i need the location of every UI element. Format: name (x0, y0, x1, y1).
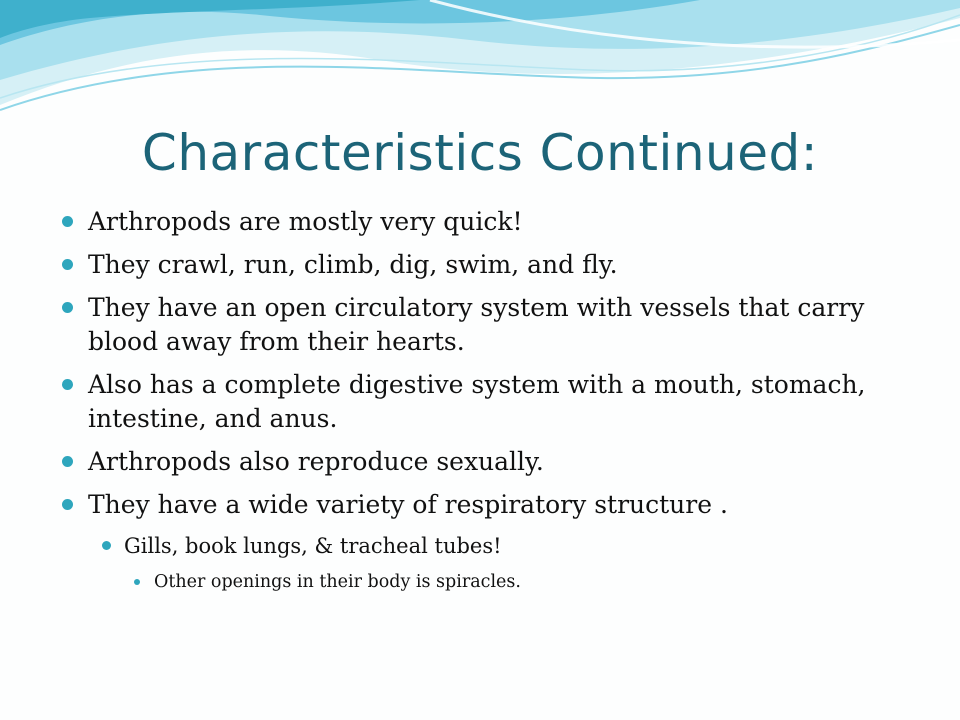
bullet-item (62, 368, 922, 436)
bullet-dot-icon (62, 499, 73, 510)
bullet-item (62, 291, 922, 359)
sub-sub-bullet-text: Other openings in their body is spiracles. (154, 572, 521, 592)
bullet-text: Arthropods are mostly very quick! (88, 207, 523, 236)
bullet-item (62, 205, 922, 239)
bullet-dot-icon (62, 259, 73, 270)
bullet-dot-icon (62, 216, 73, 227)
sub-bullet-text: Gills, book lungs, & tracheal tubes! (124, 534, 502, 558)
bullet-item (62, 488, 922, 522)
bullet-dot-icon (102, 541, 111, 550)
header-wave-decoration (0, 0, 960, 130)
sub-bullet-item (62, 531, 922, 561)
bullet-item (62, 248, 922, 282)
bullet-list (62, 205, 922, 595)
bullet-text: Arthropods also reproduce sexually. (88, 447, 544, 476)
bullet-text: They have a wide variety of respiratory structure . (88, 490, 728, 519)
bullet-item (62, 445, 922, 479)
bullet-dot-icon (62, 456, 73, 467)
bullet-text: Also has a complete digestive system with a mouth, stomach, intestine, and anus. (88, 370, 866, 433)
bullet-dot-icon (134, 579, 140, 585)
bullet-text: They crawl, run, climb, dig, swim, and fly. (88, 250, 618, 279)
sub-sub-bullet-item (62, 569, 922, 595)
bullet-text: They have an open circulatory system with vessels that carry blood away from their hearts. (88, 293, 865, 356)
slide-title: Characteristics Continued: (141, 124, 819, 182)
bullet-dot-icon (62, 302, 73, 313)
bullet-dot-icon (62, 379, 73, 390)
